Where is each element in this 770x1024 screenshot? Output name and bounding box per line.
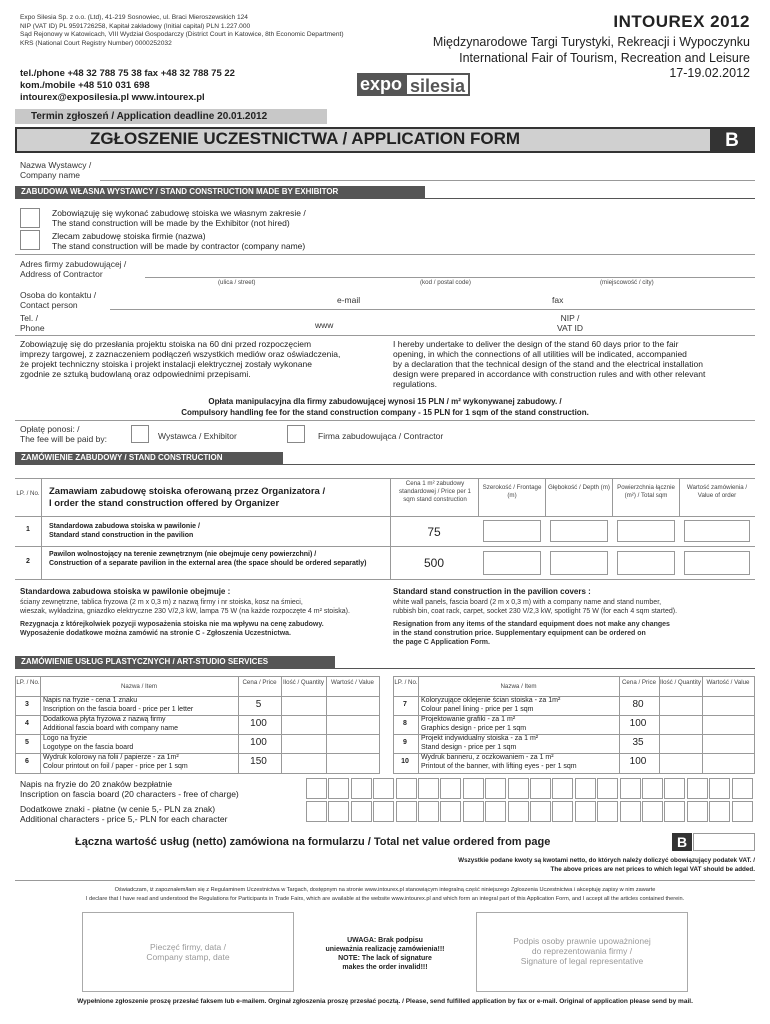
art-row-qty-input[interactable] xyxy=(281,696,324,713)
art-row-no: 4 xyxy=(25,720,29,727)
contact-line: tel./phone +48 32 788 75 38 fax +48 32 788 75 22 xyxy=(20,68,235,79)
order-title-pl: Zamawiam zabudowę stoiska oferowaną przez Organizatora / xyxy=(49,486,326,497)
total-sqm-input[interactable] xyxy=(617,551,675,575)
art-row-price: 100 xyxy=(629,756,647,767)
col-price: Cena / Price xyxy=(621,679,657,686)
item-pl: Projektowanie grafiki - za 1 m² xyxy=(421,716,516,723)
art-row-item xyxy=(43,734,235,752)
addchars-pl: Dodatkowe znaki - płatne (w cenie 5,- PLN za znak) xyxy=(20,804,216,814)
contact-info xyxy=(20,68,235,104)
std-en-note xyxy=(393,620,670,647)
company-name-label-pl: Nazwa Wystawcy / xyxy=(20,160,92,170)
fax-label: fax xyxy=(552,295,564,305)
signature-warning xyxy=(300,936,470,972)
payer-exhibitor-label: Wystawca / Exhibitor xyxy=(158,431,237,441)
std-pl-line: ściany zewnętrzne, tablica fryzowa (2 m x 0,3 m) z nazwą firmy i nr stoiska, kosz na śmieci, xyxy=(20,599,303,606)
free-char-box[interactable] xyxy=(530,778,551,799)
row-en: Construction of a separate pavilion in the external area (the space should be ordered separatly) xyxy=(49,560,367,567)
std-pl-line: wieszak, wykładzina, gniazdko elektryczne 230 V/2,3 kW, lampa 75 W (na każde rozpoczęte 4 m² stoiska). xyxy=(20,608,350,615)
address-label-en: Address of Contractor xyxy=(20,269,103,279)
contact-line: intourex@exposilesia.pl www.intourex.pl xyxy=(20,92,205,103)
company-name-label xyxy=(20,160,91,180)
extra-char-box[interactable] xyxy=(306,801,327,822)
company-line: Sąd Rejonowy w Katowicach, VIII Wydział Gospodarczy (District Court in Katowice, 8th Economic Department) xyxy=(20,31,344,39)
payer-exhibitor-checkbox[interactable] xyxy=(131,425,149,443)
commit-pl-line: Zobowiązuję się do przesłania projektu stoiska na 60 dni przed rozpoczęciem xyxy=(20,339,312,349)
warning-line: makes the order invalid!!! xyxy=(342,964,428,971)
col-lp: LP. / No. xyxy=(16,679,40,686)
company-info xyxy=(20,14,344,48)
option-contractor xyxy=(52,231,305,251)
section-stand-by-exhibitor: ZABUDOWA WŁASNA WYSTAWCY / STAND CONSTRUCTION MADE BY EXHIBITOR xyxy=(15,186,425,198)
company-line: Expo Silesia Sp. z o.o. (Ltd), 41-219 Sosnowiec, ul. Braci Mieroszewskich 124 xyxy=(20,14,248,21)
art-row-item xyxy=(43,696,235,714)
contractor-address-label xyxy=(20,259,126,279)
contractor-checkbox[interactable] xyxy=(20,230,40,250)
col-total-sqm: Powierzchnia łącznie (m²) / Total sqm xyxy=(617,484,675,499)
item-en: Colour panel lining - price per 1 sqm xyxy=(421,706,534,713)
art-row-item xyxy=(421,715,617,733)
inscr-pl: Napis na fryzie do 20 znaków bezpłatnie xyxy=(20,779,173,789)
company-name-label-en: Company name xyxy=(20,170,81,180)
item-en: Printout of the banner, with lifting eyes - per 1 sqm xyxy=(421,763,577,770)
frontage-input[interactable] xyxy=(483,551,541,575)
free-inscription xyxy=(20,779,239,799)
art-row-no: 10 xyxy=(401,758,409,765)
extra-char-box[interactable] xyxy=(709,801,730,822)
footer-note: Wypełnione zgłoszenie proszę przesłać faksem lub e-mailem. Orginał zgłoszenia proszę przesłać pocztą. / Please, send fulfilled application by fax or e-mail. Original of application please send by mail. xyxy=(77,998,693,1005)
art-row-value-input[interactable] xyxy=(326,715,378,732)
frontage-input[interactable] xyxy=(483,520,541,542)
commit-en-line: by a declaration that the technical design of the stand and the electrical installation xyxy=(393,359,703,369)
row-price: 75 xyxy=(427,525,441,539)
art-row-price: 100 xyxy=(250,718,267,729)
order-title xyxy=(49,486,325,510)
art-row-value-input[interactable] xyxy=(702,696,752,713)
order-title-en: I order the stand construction offered by Organizer xyxy=(49,498,280,509)
divider xyxy=(15,335,755,336)
contact-line: kom./mobile +48 510 031 698 xyxy=(20,80,150,91)
commit-pl-line: zgodnie ze sztuką budowlaną oraz odpowiednimi przepisami. xyxy=(20,369,251,379)
col-qty: Ilość / Quantity xyxy=(283,679,324,686)
art-row-item xyxy=(43,753,235,771)
commit-en-line: opening, in which the connections of all utilities will be indicated, accompanied xyxy=(393,349,687,359)
row-no: 1 xyxy=(26,526,30,533)
email-label: e-mail xyxy=(337,295,361,305)
art-row-price: 80 xyxy=(632,699,644,710)
signature-caption-line: Podpis osoby prawnie upoważnionej xyxy=(513,936,651,946)
row-no: 2 xyxy=(26,558,30,565)
divider xyxy=(15,880,755,881)
order-table xyxy=(15,478,755,580)
item-pl: Koloryzujące oklejenie ścian stoiska - za 1m² xyxy=(421,697,561,704)
art-row-qty-input[interactable] xyxy=(281,715,324,732)
fair-name-en: International Fair of Tourism, Recreation and Leisure xyxy=(459,50,750,65)
free-char-box[interactable] xyxy=(508,778,529,799)
art-row-qty-input[interactable] xyxy=(659,696,700,713)
total-sqm-input[interactable] xyxy=(617,520,675,542)
item-pl: Dodatkowa płyta fryzowa z nazwą firmy xyxy=(43,716,166,723)
commit-pl-line: imprezy targowej, z zaznaczeniem podłączeń wszystkich mediów oraz oświadczenia, xyxy=(20,349,341,359)
signature-caption xyxy=(476,936,688,966)
std-en-note-line: in the stand constrution price. Supplementary equipment can be ordered on xyxy=(393,630,646,637)
item-pl: Projekt indywidualny stoiska - za 1 m² xyxy=(421,735,539,742)
free-char-box[interactable] xyxy=(351,778,372,799)
art-row-qty-input[interactable] xyxy=(659,734,700,751)
commit-en-line: design were prepared in accordance with construction rules and with other relevant xyxy=(393,369,706,379)
stamp-caption xyxy=(82,942,294,962)
art-row-price: 100 xyxy=(250,737,267,748)
col-item: Nazwa / Item xyxy=(500,683,537,690)
addchars-en: Additional characters - price 5,- PLN for each character xyxy=(20,814,228,824)
extra-char-box[interactable] xyxy=(351,801,372,822)
col-value: Wartość / Value xyxy=(331,679,374,686)
art-row-value-input[interactable] xyxy=(702,734,752,751)
extra-char-box[interactable] xyxy=(373,801,394,822)
art-row-qty-input[interactable] xyxy=(659,715,700,732)
std-en-line: rubbish bin, coat rack, carpet, socket 230 V/2,3 kW, spotlight 75 W (for each 4 sqm started). xyxy=(393,608,678,615)
signature-caption-line: do reprezentowania firmy / xyxy=(531,946,633,956)
free-char-box[interactable] xyxy=(328,778,349,799)
col-price: Cena / Price xyxy=(242,679,277,686)
art-row-no: 5 xyxy=(25,739,29,746)
vat-note-pl: Wszystkie podane kwoty są kwotami netto, do których należy doliczyć obowiązujący podatek VAT. / xyxy=(458,857,755,864)
option-contractor-pl: Zlecam zabudowę stoiska firmie (nazwa) xyxy=(52,231,206,241)
company-name-input[interactable] xyxy=(100,180,755,181)
divider xyxy=(15,198,755,199)
value-input[interactable] xyxy=(684,520,750,542)
divider xyxy=(15,464,755,465)
warning-line: NOTE: The lack of signature xyxy=(338,955,432,962)
phone-label-pl: Tel. / xyxy=(20,313,38,323)
extra-char-box[interactable] xyxy=(552,801,573,822)
address-label-pl: Adres firmy zabudowującej / xyxy=(20,259,127,269)
free-char-box[interactable] xyxy=(732,778,753,799)
depth-input[interactable] xyxy=(550,551,608,575)
stamp-caption-pl: Pieczęć firmy, data / xyxy=(150,942,226,952)
city-caption: (miejscowość / city) xyxy=(600,279,654,286)
art-row-qty-input[interactable] xyxy=(281,734,324,751)
art-row-price: 100 xyxy=(629,718,647,729)
free-char-box[interactable] xyxy=(306,778,327,799)
col-value: Wartość zamówienia / Value of order xyxy=(686,484,748,499)
extra-char-box[interactable] xyxy=(508,801,529,822)
free-char-box[interactable] xyxy=(664,778,685,799)
extra-char-box[interactable] xyxy=(642,801,663,822)
declaration-pl: Oświadczam, iż zapoznałem/łam się z Regulaminem Uczestnictwa w Targach, dostępnym na stronie www.intourex.pl stanowiącym integralną część niniejszego Zgłoszenia Uczestnictwa i akceptuję zapisy w nim zawarte xyxy=(114,887,656,893)
commit-en-line: I hereby undertake to deliver the design of the stand 60 days prior to the fair xyxy=(393,339,679,349)
commit-pl-line: że projekt techniczny stoiska i projekt instalacji elektrycznej zostały wykonane xyxy=(20,359,312,369)
vat-id-label xyxy=(545,313,595,333)
std-en-note-line: the page C Application Form. xyxy=(393,639,490,646)
col-lp: LP. / No. xyxy=(16,490,40,497)
logo-part-silesia: silesia xyxy=(405,73,470,96)
std-pl-text xyxy=(20,598,350,616)
art-row-no: 8 xyxy=(403,720,407,727)
free-char-box[interactable] xyxy=(463,778,484,799)
company-line: NIP (VAT ID) PL 9591726258, Kapitał zakładowy (Initial capital) PLN 1.227.000 xyxy=(20,22,251,30)
option-own-pl: Zobowiązuję się wykonać zabudowę stoiska we własnym zakresie / xyxy=(52,208,306,218)
free-char-box[interactable] xyxy=(642,778,663,799)
fair-dates: 17-19.02.2012 xyxy=(669,66,750,80)
own-construction-checkbox[interactable] xyxy=(20,208,40,228)
row-en: Standard stand construction in the pavilion xyxy=(49,532,194,539)
item-en: Inscription on the fascia board - price per 1 letter xyxy=(43,706,194,713)
commitment-pl xyxy=(20,339,385,379)
brand-title: INTOUREX 2012 xyxy=(613,12,750,31)
value-input[interactable] xyxy=(684,551,750,575)
art-row-value-input[interactable] xyxy=(702,753,752,770)
total-letter-badge: B xyxy=(672,833,692,851)
fair-name-pl: Międzynarodowe Targi Turystyki, Rekreacji i Wypoczynku xyxy=(432,35,750,49)
item-en: Colour printout on foil / paper - price per 1 sqm xyxy=(43,763,188,770)
art-row-price: 5 xyxy=(255,699,262,710)
art-row-no: 7 xyxy=(403,701,407,708)
item-en: Additional fascia board with company name xyxy=(43,725,179,732)
art-row-value-input[interactable] xyxy=(326,753,378,770)
address-input[interactable] xyxy=(145,277,755,278)
std-en-title: Standard stand construction in the pavilion covers : xyxy=(393,587,591,596)
street-caption: (ulica / street) xyxy=(218,279,256,286)
extra-char-box[interactable] xyxy=(575,801,596,822)
order-row-1 xyxy=(49,522,200,540)
warning-line: UWAGA: Brak podpisu xyxy=(347,937,423,944)
free-char-box[interactable] xyxy=(552,778,573,799)
item-pl: Napis na fryzie - cena 1 znaku xyxy=(43,697,138,704)
extra-char-box[interactable] xyxy=(664,801,685,822)
depth-input[interactable] xyxy=(550,520,608,542)
www-label: www xyxy=(315,320,334,330)
art-row-value-input[interactable] xyxy=(702,715,752,732)
fee-payer-label-en: The fee will be paid by: xyxy=(20,434,107,444)
art-row-no: 9 xyxy=(403,739,407,746)
divider xyxy=(15,420,755,421)
extra-char-box[interactable] xyxy=(530,801,551,822)
option-own xyxy=(52,208,306,228)
postal-caption: (kod / postal code) xyxy=(420,279,471,286)
net-total-input[interactable] xyxy=(693,833,755,851)
divider xyxy=(15,668,755,669)
art-row-item xyxy=(421,696,617,714)
inscr-en: Inscription on fascia board (20 characters - free of charge) xyxy=(20,789,239,799)
free-char-box[interactable] xyxy=(373,778,394,799)
contact-input-line[interactable] xyxy=(110,309,755,310)
form-letter-badge: B xyxy=(710,129,754,152)
art-row-item xyxy=(43,715,235,733)
additional-characters xyxy=(20,804,227,824)
signature-caption-line: Signature of legal representative xyxy=(520,956,644,966)
fee-payer-label xyxy=(20,424,107,444)
company-line: KRS (National Court Registry Number) 0000252032 xyxy=(20,39,172,47)
free-char-box[interactable] xyxy=(418,778,439,799)
std-en-line: white wall panels, fascia board (2 m x 0,3 m) with a company name and stand number, xyxy=(393,599,662,606)
payer-contractor-label: Firma zabudowująca / Contractor xyxy=(318,431,444,441)
item-pl: Wydruk banneru, z oczkowaniem - za 1 m² xyxy=(421,754,554,761)
fee-payer-label-pl: Opłatę ponosi: / xyxy=(20,424,80,434)
col-value: Wartość / Value xyxy=(706,679,750,686)
std-en-note-line: Resignation from any items of the standard equipment does not make any changes xyxy=(393,621,670,628)
std-pl-title: Standardowa zabudowa stoiska w pawilonie obejmuje : xyxy=(20,587,231,596)
contact-person-label xyxy=(20,290,96,310)
exposilesia-logo xyxy=(357,73,470,96)
free-char-box[interactable] xyxy=(709,778,730,799)
vat-note-en: The above prices are net prices to which legal VAT should be added. xyxy=(550,866,755,873)
option-contractor-en: The stand construction will be made by contractor (company name) xyxy=(52,241,306,251)
extra-char-box[interactable] xyxy=(440,801,461,822)
free-char-box[interactable] xyxy=(620,778,641,799)
free-char-box[interactable] xyxy=(485,778,506,799)
phone-label xyxy=(20,313,45,333)
phone-label-en: Phone xyxy=(20,323,45,333)
std-en-text xyxy=(393,598,677,616)
col-item: Nazwa / Item xyxy=(120,683,158,690)
std-pl-note-line: Rezygnacja z którejkolwiek pozycji wyposażenia stoiska nie ma wpływu na cenę zabudowy. xyxy=(20,621,324,628)
item-en: Stand design - price per 1 sqm xyxy=(421,744,517,751)
col-price: Cena 1 m² zabudowy standardowej / Price per 1 sqm stand construction xyxy=(399,480,471,503)
art-row-qty-input[interactable] xyxy=(281,753,324,770)
vat-label-pl: NIP / xyxy=(560,313,580,323)
fee-en: Compulsory handling fee for the stand construction company - 15 PLN for 1 sqm of the stand construction. xyxy=(181,408,589,417)
logo-part-expo: expo xyxy=(357,73,405,96)
std-pl-note-line: Wyposażenie dodatkowe można zamówić na stronie C - Zgłoszenia Uczestnictwa. xyxy=(20,630,291,637)
item-pl: Logo na fryzie xyxy=(43,735,87,742)
vat-label-en: VAT ID xyxy=(557,323,583,333)
stamp-caption-en: Company stamp, date xyxy=(146,952,230,962)
free-char-box[interactable] xyxy=(575,778,596,799)
extra-char-box[interactable] xyxy=(620,801,641,822)
fair-info xyxy=(433,35,750,82)
payer-contractor-checkbox[interactable] xyxy=(287,425,305,443)
col-qty: Ilość / Quantity xyxy=(660,679,701,686)
col-frontage: Szerokość / Frontage (m) xyxy=(482,484,542,499)
extra-char-box[interactable] xyxy=(463,801,484,822)
form-title: ZGŁOSZENIE UCZESTNICTWA / APPLICATION FORM xyxy=(90,129,521,148)
net-total-label: Łączna wartość usług (netto) zamówiona na formularzu / Total net value ordered from page xyxy=(75,836,551,848)
contact-person-label-pl: Osoba do kontaktu / xyxy=(20,290,97,300)
section-art-studio: ZAMÓWIENIE USŁUG PLASTYCZNYCH / ART-STUDIO SERVICES xyxy=(15,656,335,668)
extra-char-box[interactable] xyxy=(732,801,753,822)
option-own-en: The stand construction will be made by the Exhibitor (not hired) xyxy=(52,218,290,228)
section-stand-construction: ZAMÓWIENIE ZABUDOWY / STAND CONSTRUCTION xyxy=(15,452,283,464)
free-char-box[interactable] xyxy=(440,778,461,799)
extra-char-box[interactable] xyxy=(418,801,439,822)
art-row-item xyxy=(421,753,617,771)
divider xyxy=(15,254,755,255)
commitment-en xyxy=(393,339,758,389)
declaration-en: I declare that I have read and understood the Regulations for Participants in Trade Fairs, which are available at the website www.intourex.pl and which form an integral part of this Application Form, and I accept all the articles contained therein. xyxy=(85,896,685,902)
art-row-value-input[interactable] xyxy=(326,734,378,751)
extra-char-box[interactable] xyxy=(687,801,708,822)
item-en: Logotype on the fascia board xyxy=(43,744,134,751)
deadline-bar: Termin zgłoszeń / Application deadline 20.01.2012 xyxy=(15,109,327,124)
row-pl: Pawilon wolnostojący na terenie zewnętrznym (nie obejmuje ceny powierzchni) / xyxy=(49,551,317,558)
fee-pl: Opłata manipulacyjna dla firmy zabudowującej wynosi 15 PLN / m² wykonywanej zabudowy. / xyxy=(208,397,562,406)
art-row-price: 35 xyxy=(632,737,644,748)
art-row-value-input[interactable] xyxy=(326,696,378,713)
col-lp: LP. / No. xyxy=(394,679,418,686)
free-char-box[interactable] xyxy=(597,778,618,799)
art-row-price: 150 xyxy=(250,756,267,767)
contact-person-label-en: Contact person xyxy=(20,300,78,310)
col-depth: Głębokość / Depth (m) xyxy=(548,484,610,491)
item-pl: Wydruk kolorowy na folii / papierze - za 1m² xyxy=(43,754,179,761)
commit-en-line: regulations. xyxy=(393,379,437,389)
art-row-no: 3 xyxy=(25,701,29,708)
art-row-qty-input[interactable] xyxy=(659,753,700,770)
std-pl-note xyxy=(20,620,324,638)
extra-char-box[interactable] xyxy=(328,801,349,822)
order-row-2 xyxy=(49,550,389,568)
extra-char-box[interactable] xyxy=(485,801,506,822)
art-row-item xyxy=(421,734,617,752)
row-pl: Standardowa zabudowa stoiska w pawilonie / xyxy=(49,523,200,530)
row-price: 500 xyxy=(423,556,445,570)
art-row-no: 6 xyxy=(25,758,29,765)
free-char-box[interactable] xyxy=(687,778,708,799)
item-en: Graphics design - price per 1 sqm xyxy=(421,725,527,732)
extra-char-box[interactable] xyxy=(597,801,618,822)
extra-char-box[interactable] xyxy=(396,801,417,822)
warning-line: unieważnia realizację zamówienia!!! xyxy=(325,946,445,953)
free-char-box[interactable] xyxy=(396,778,417,799)
